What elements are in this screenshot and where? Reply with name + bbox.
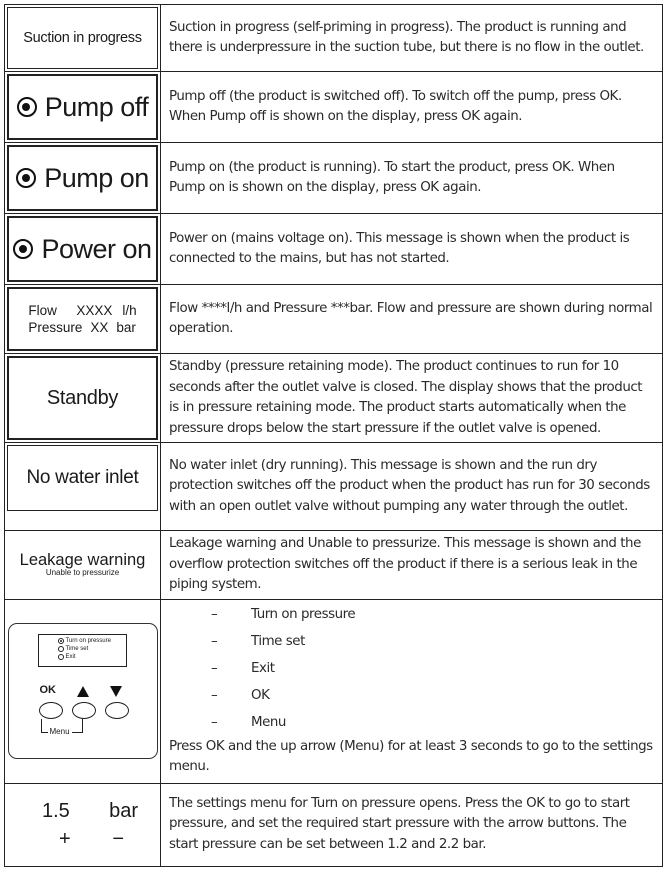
description-cell: Standby (pressure retaining mode). The product continues to run for 10 seconds after the outlet valve is closed. The display shows that the product is in pressure retaining mode. The product starts automatically when the pressure drops below the start pressure if the outlet valve is opened.	[161, 354, 663, 443]
table-row	[5, 285, 663, 354]
screen-option: Time set	[58, 645, 126, 653]
flow-value: XXXX	[76, 303, 113, 318]
display-label: No water inlet	[26, 467, 139, 488]
display-cell	[5, 783, 161, 866]
menu-label: Menu	[49, 727, 70, 736]
table-row	[5, 531, 663, 600]
table-row	[5, 599, 663, 783]
display-label: Power on	[41, 233, 152, 264]
display-cell	[5, 443, 161, 531]
radio-unselected-icon	[58, 646, 64, 652]
description-cell: Leakage warning and Unable to pressurize. This message is shown and the overflow protection switches off the product if there is a serious leak in the piping system.	[161, 531, 663, 600]
display-box	[7, 356, 158, 440]
display-cell	[5, 285, 161, 354]
flow-unit: l/h	[122, 303, 137, 318]
table-row	[5, 443, 663, 531]
pressure-setting-display	[7, 797, 158, 853]
pressure-label: Pressure	[28, 320, 83, 335]
display-label: Standby	[46, 386, 119, 409]
display-messages-table	[4, 4, 663, 867]
display-cell	[5, 531, 161, 600]
radio-selected-icon	[58, 638, 64, 644]
radio-selected-icon	[16, 168, 36, 188]
minus-icon: −	[112, 827, 124, 850]
display-cell	[5, 72, 161, 143]
list-item: – Menu	[211, 714, 286, 730]
up-button[interactable]	[72, 702, 96, 719]
display-cell	[5, 354, 161, 443]
pressure-value: XX	[90, 320, 109, 335]
pressure-unit: bar	[116, 320, 136, 335]
arrow-up-icon	[77, 686, 89, 697]
description-cell	[161, 599, 663, 783]
list-item: – Exit	[211, 660, 275, 676]
table-row	[5, 783, 663, 866]
display-box	[7, 287, 158, 351]
flow-label: Flow	[28, 303, 57, 318]
table-row	[5, 143, 663, 214]
pressure-unit: bar	[109, 799, 138, 822]
display-cell	[5, 143, 161, 214]
description-cell: Pump off (the product is switched off). To switch off the pump, press OK. When Pump off is shown on the display, press OK again.	[161, 72, 663, 143]
display-cell	[5, 214, 161, 285]
display-cell	[5, 5, 161, 72]
display-box	[7, 216, 158, 282]
display-label: Pump off	[44, 91, 149, 122]
flow-pressure-display	[28, 302, 136, 336]
menu-instruction: Press OK and the up arrow (Menu) for at least 3 seconds to go to the settings menu.	[169, 738, 653, 774]
description-cell: Flow ****l/h and Pressure ***bar. Flow and pressure are shown during normal operation.	[161, 285, 663, 354]
control-panel	[8, 623, 158, 759]
display-label: Leakage warning	[19, 551, 146, 570]
table-row	[5, 5, 663, 72]
radio-selected-icon	[17, 97, 37, 117]
ok-label: OK	[39, 684, 56, 696]
description-cell: The settings menu for Turn on pressure opens. Press the OK to go to start pressure, and set the required start pressure with the arrow buttons. The start pressure can be set between 1.2 and 2.2 bar.	[161, 783, 663, 866]
display-box	[7, 74, 158, 140]
display-box	[7, 786, 158, 864]
radio-selected-icon	[13, 239, 33, 259]
screen-option: Turn on pressure	[58, 637, 126, 645]
display-box	[7, 445, 158, 511]
radio-unselected-icon	[58, 654, 64, 660]
table-row	[5, 214, 663, 285]
display-label: Suction in progress	[23, 30, 142, 46]
arrow-down-icon	[110, 686, 122, 697]
list-item: – Time set	[211, 633, 305, 649]
menu-items-list	[169, 602, 654, 737]
display-cell	[5, 599, 161, 783]
display-sublabel: Unable to pressurize	[45, 568, 120, 578]
description-cell: Suction in progress (self-priming in progress). The product is running and there is underpressure in the suction tube, but there is no flow in the outlet.	[161, 5, 663, 72]
description-cell: Pump on (the product is running). To start the product, press OK. When Pump on is shown on the display, press OK again.	[161, 143, 663, 214]
plus-icon: +	[59, 827, 71, 850]
table-row	[5, 72, 663, 143]
display-box	[7, 7, 158, 69]
display-label: Pump on	[44, 162, 149, 193]
display-box	[7, 145, 158, 211]
table-row	[5, 354, 663, 443]
screen-option: Exit	[58, 653, 126, 661]
pressure-value: 1.5	[42, 799, 70, 822]
list-item: – Turn on pressure	[211, 606, 356, 622]
list-item: – OK	[211, 687, 270, 703]
display-box	[7, 534, 158, 596]
description-cell: No water inlet (dry running). This message is shown and the run dry protection switches off the product when the product has run for 30 seconds with an open outlet valve without pumping any water through the outlet.	[161, 443, 663, 531]
down-button[interactable]	[105, 702, 129, 719]
panel-screen	[38, 634, 127, 667]
description-cell: Power on (mains voltage on). This message is shown when the product is connected to the mains, but has not started.	[161, 214, 663, 285]
ok-button[interactable]	[39, 702, 63, 719]
